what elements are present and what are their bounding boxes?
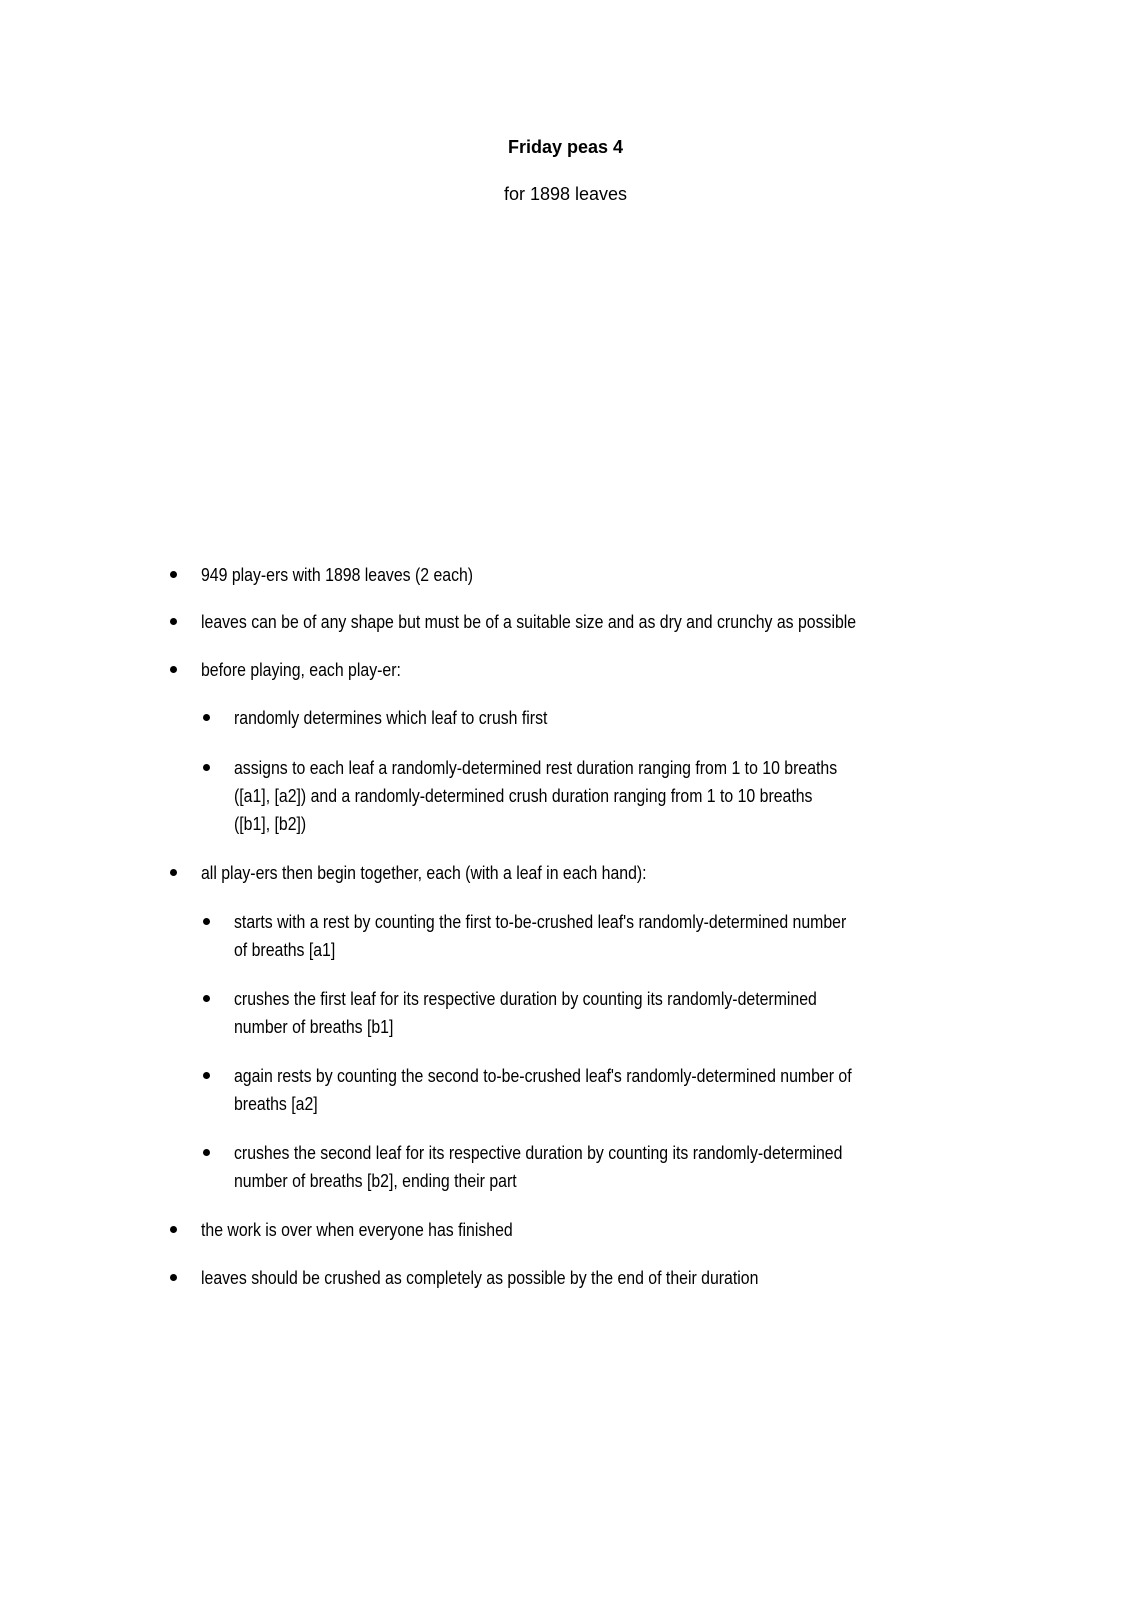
- bullet-icon: [203, 1072, 210, 1079]
- list-item-text: before playing, each play-er:: [201, 660, 401, 680]
- document-title: Friday peas 4: [507, 137, 624, 157]
- bullet-icon: [170, 1226, 177, 1233]
- list-item-text: the work is over when everyone has finished: [201, 1220, 513, 1240]
- bullet-icon: [170, 869, 177, 876]
- bullet-icon: [170, 1274, 177, 1281]
- list-item: [234, 754, 919, 838]
- bullet-icon: [170, 571, 177, 578]
- bullet-icon: [203, 714, 210, 721]
- list-item: [234, 704, 590, 732]
- list-item-text: ([b1], [b2]): [234, 814, 307, 834]
- list-item-text: crushes the second leaf for its respective duration by counting its randomly-determined: [234, 1143, 843, 1163]
- list-item-text: assigns to each leaf a randomly-determined rest duration ranging from 1 to 10 breaths: [234, 758, 838, 778]
- bullet-icon: [170, 666, 177, 673]
- list-item-text: ([a1], [a2]) and a randomly-determined crush duration ranging from 1 to 10 breaths: [234, 786, 813, 806]
- list-item-text: crushes the first leaf for its respective duration by counting its randomly-determined: [234, 989, 817, 1009]
- list-item: [201, 561, 510, 589]
- list-item-text: leaves can be of any shape but must be of a suitable size and as dry and crunchy as possible: [201, 612, 857, 632]
- list-item-text: number of breaths [b2], ending their part: [234, 1171, 517, 1191]
- list-item-text: breaths [a2]: [234, 1094, 318, 1114]
- list-item: [201, 608, 945, 636]
- list-item: [234, 1062, 936, 1118]
- list-item-text: leaves should be crushed as completely as possible by the end of their duration: [201, 1268, 759, 1288]
- list-item-text: starts with a rest by counting the first to-be-crushed leaf's randomly-determined number: [234, 912, 847, 932]
- list-item-text: 949 play-ers with 1898 leaves (2 each): [201, 565, 474, 585]
- list-item-text: again rests by counting the second to-be-crushed leaf's randomly-determined number of: [234, 1066, 852, 1086]
- bullet-icon: [203, 1149, 210, 1156]
- bullet-icon: [170, 618, 177, 625]
- list-item: [234, 908, 930, 964]
- list-item: [234, 985, 896, 1041]
- list-item-text: all play-ers then begin together, each (with a leaf in each hand):: [201, 863, 647, 883]
- document-subtitle: for 1898 leaves: [503, 184, 628, 204]
- list-item: [234, 1139, 925, 1195]
- list-item: [201, 1264, 834, 1292]
- list-item: [201, 859, 707, 887]
- list-item-text: of breaths [a1]: [234, 940, 336, 960]
- list-item: [201, 1216, 555, 1244]
- bullet-icon: [203, 918, 210, 925]
- list-item-text: randomly determines which leaf to crush first: [234, 708, 548, 728]
- bullet-icon: [203, 995, 210, 1002]
- list-item-text: number of breaths [b1]: [234, 1017, 394, 1037]
- list-item: [201, 656, 428, 684]
- bullet-icon: [203, 764, 210, 771]
